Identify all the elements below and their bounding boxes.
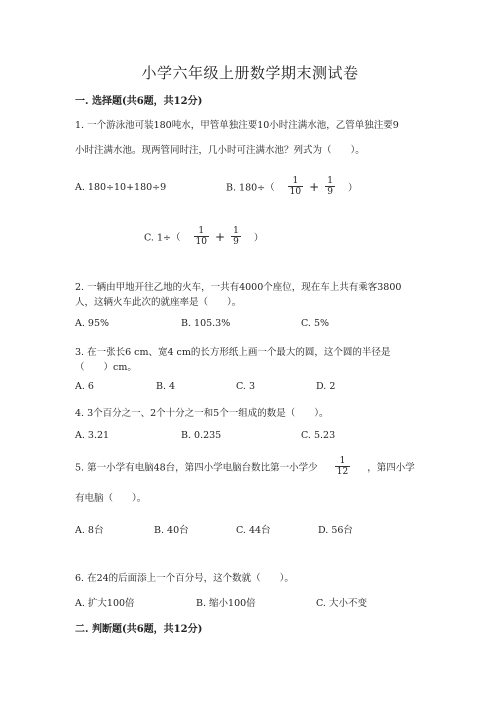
q3-option-d: D. 2 bbox=[316, 381, 336, 392]
section-2-heading: 二. 判断题(共6题，共12分) bbox=[75, 624, 203, 635]
q1-option-c-frac1 bbox=[194, 226, 209, 247]
q6-option-a: A. 扩大100倍 bbox=[75, 598, 135, 609]
q1-option-b bbox=[226, 176, 358, 197]
q1-option-b-prefix: B. 180÷（ bbox=[226, 182, 275, 194]
q5-line1-suffix: ，第四小学 bbox=[367, 462, 415, 474]
q1-option-c-suffix: ） bbox=[253, 232, 264, 244]
q2-option-a: A. 95% bbox=[75, 318, 110, 329]
q4-option-a: A. 3.21 bbox=[75, 430, 110, 441]
q1-option-b-suffix: ） bbox=[348, 182, 358, 194]
frac-denominator: 12 bbox=[336, 467, 349, 477]
frac-denominator: 9 bbox=[327, 187, 333, 197]
q2-line1: 2. 一辆由甲地开往乙地的火车，一共有4000个座位，现在车上共有乘客3800 bbox=[75, 282, 402, 293]
q6-option-c: C. 大小不变 bbox=[316, 598, 367, 609]
q2-option-c: C. 5% bbox=[301, 318, 330, 329]
q3-option-c: C. 3 bbox=[236, 381, 256, 392]
plus-sign: + bbox=[215, 229, 226, 244]
frac-numerator: 1 bbox=[339, 456, 346, 466]
q1-option-b-frac1 bbox=[288, 176, 303, 197]
q3-option-b: B. 4 bbox=[156, 381, 176, 392]
section-1-heading: 一. 选择题(共6题，共12分) bbox=[75, 96, 203, 107]
plus-sign: + bbox=[309, 179, 320, 194]
frac-numerator: 1 bbox=[292, 176, 299, 186]
q3-option-a: A. 6 bbox=[75, 381, 94, 392]
q1-option-c-frac2 bbox=[231, 226, 241, 247]
q1-option-c bbox=[144, 226, 263, 247]
frac-denominator: 10 bbox=[289, 187, 302, 197]
frac-numerator: 1 bbox=[327, 176, 333, 186]
frac-numerator: 1 bbox=[233, 226, 239, 236]
q1-line2: 小时注满水池。现两管同时注，几小时可注满水池？列式为（ ）。 bbox=[75, 145, 365, 156]
q5-option-c: C. 44台 bbox=[236, 525, 271, 536]
q1-option-c-prefix: C. 1÷（ bbox=[144, 232, 181, 244]
q1-option-a: A. 180÷10+180÷9 bbox=[75, 182, 167, 193]
q3-line2: （ ）cm。 bbox=[75, 362, 137, 373]
q5-line1-prefix: 5. 第一小学有电脑48台，第四小学电脑台数比第一小学少 bbox=[75, 462, 318, 474]
frac-denominator: 10 bbox=[195, 237, 207, 247]
q5-fraction bbox=[335, 456, 350, 477]
q6-line1: 6. 在24的后面添上一个百分号，这个数就（ ）。 bbox=[75, 573, 294, 584]
q4-option-c: C. 5.23 bbox=[301, 430, 336, 441]
q1-option-b-frac2 bbox=[325, 176, 335, 197]
q5-line1 bbox=[75, 456, 415, 477]
q6-option-b: B. 缩小100倍 bbox=[196, 598, 256, 609]
q5-option-d: D. 56台 bbox=[318, 525, 353, 536]
q2-option-b: B. 105.3% bbox=[181, 318, 231, 329]
frac-denominator: 9 bbox=[233, 237, 239, 247]
q5-option-a: A. 8台 bbox=[75, 525, 104, 536]
q4-line1: 4. 3个百分之一、2个十分之一和5个一组成的数是（ ）。 bbox=[75, 408, 329, 419]
q5-option-b: B. 40台 bbox=[154, 525, 189, 536]
q3-line1: 3. 在一张长6 cm、宽4 cm的长方形纸上画一个最大的圆，这个圆的半径是 bbox=[75, 347, 391, 358]
q1-line1: 1. 一个游泳池可装180吨水，甲管单独注要10小时注满水池，乙管单独注要9 bbox=[75, 120, 399, 131]
page-title: 小学六年级上册数学期末测试卷 bbox=[141, 64, 359, 82]
q2-line2: 人，这辆火车此次的就座率是（ ）。 bbox=[75, 297, 242, 308]
q4-option-b: B. 0.235 bbox=[181, 430, 222, 441]
frac-numerator: 1 bbox=[198, 226, 205, 236]
q5-line2: 有电脑（ ）。 bbox=[75, 493, 147, 504]
